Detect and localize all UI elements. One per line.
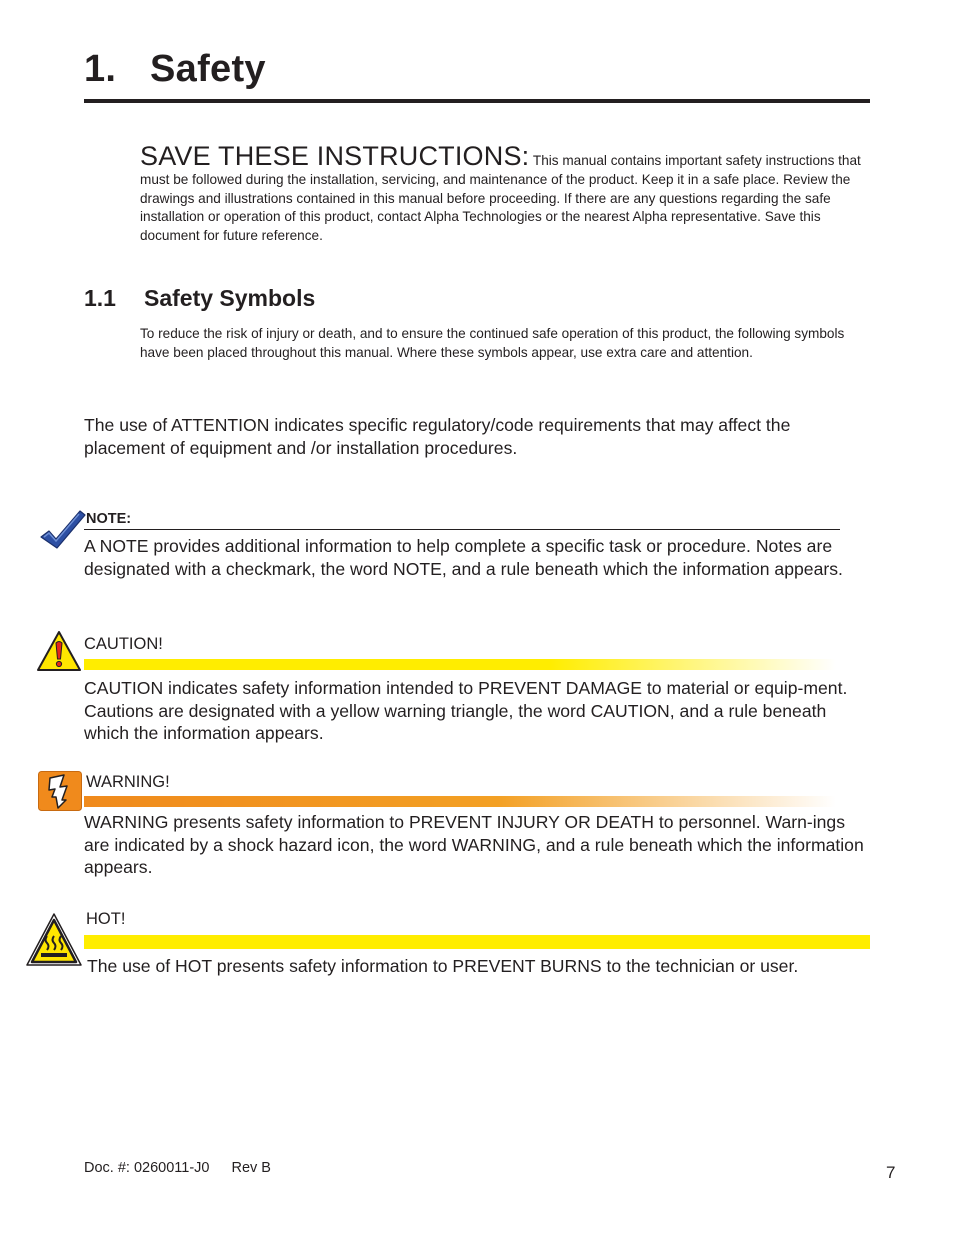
hot-surface-icon	[25, 912, 83, 970]
attention-paragraph: The use of ATTENTION indicates specific regulatory/code requirements that may affect the placement of equipment and /or installation procedures.	[84, 415, 791, 458]
hot-label: HOT!	[86, 910, 126, 928]
page-number: 7	[886, 1163, 896, 1182]
caution-rule	[84, 659, 836, 670]
page-title	[84, 48, 266, 91]
save-instructions-paragraph	[140, 141, 872, 246]
doc-number: Doc. #: 0260011-J0	[84, 1160, 210, 1176]
hot-rule	[84, 935, 870, 949]
chapter-title: Safety	[150, 48, 266, 90]
caution-text: CAUTION indicates safety information intended to PREVENT DAMAGE to material or equip-ment. Cautions are designated with a yellow warning triangle, the word CAUTION, and a rule beneath which the information appears.	[84, 678, 848, 744]
warning-triangle-icon	[36, 630, 82, 672]
doc-revision: Rev B	[231, 1160, 271, 1176]
title-rule	[84, 99, 870, 103]
footer-doc-info	[84, 1160, 271, 1176]
caution-label: CAUTION!	[84, 635, 163, 653]
save-instructions-text: This manual contains important safety instructions that must be followed during the installation, servicing, and maintenance of the product. Keep it in a safe place. Review the drawings and illustrations contained in this manual before proceeding. If there are any questions regarding the safe installation or operation of this product, contact Alpha Technologies or the nearest Alpha representative. Save this document for future reference.	[140, 153, 861, 244]
hot-text: The use of HOT presents safety information to PREVENT BURNS to the technician or user.	[87, 956, 799, 976]
note-text: A NOTE provides additional information to help complete a specific task or procedure. Notes are designated with a checkmark, the word NOTE, and a rule beneath which the information appears.	[84, 536, 843, 579]
section-heading	[84, 285, 315, 312]
note-rule	[84, 529, 840, 530]
section-number: 1.1	[84, 285, 116, 311]
checkmark-icon	[38, 508, 86, 550]
warning-label: WARNING!	[86, 773, 170, 791]
note-label: NOTE:	[86, 511, 132, 527]
section-intro: To reduce the risk of injury or death, and to ensure the continued safe operation of this product, the following symbols have been placed throughout this manual. Where these symbols appear, use extra care and attention.	[140, 326, 845, 360]
save-instructions-lead: SAVE THESE INSTRUCTIONS:	[140, 141, 530, 171]
warning-rule	[84, 796, 836, 807]
shock-hazard-icon	[38, 771, 82, 811]
chapter-number: 1.	[84, 48, 117, 90]
warning-text: WARNING presents safety information to PREVENT INJURY OR DEATH to personnel. Warn-ings are indicated by a shock hazard icon, the word WARNING, and a rule beneath which the information appears.	[84, 812, 864, 878]
section-title: Safety Symbols	[144, 285, 316, 311]
